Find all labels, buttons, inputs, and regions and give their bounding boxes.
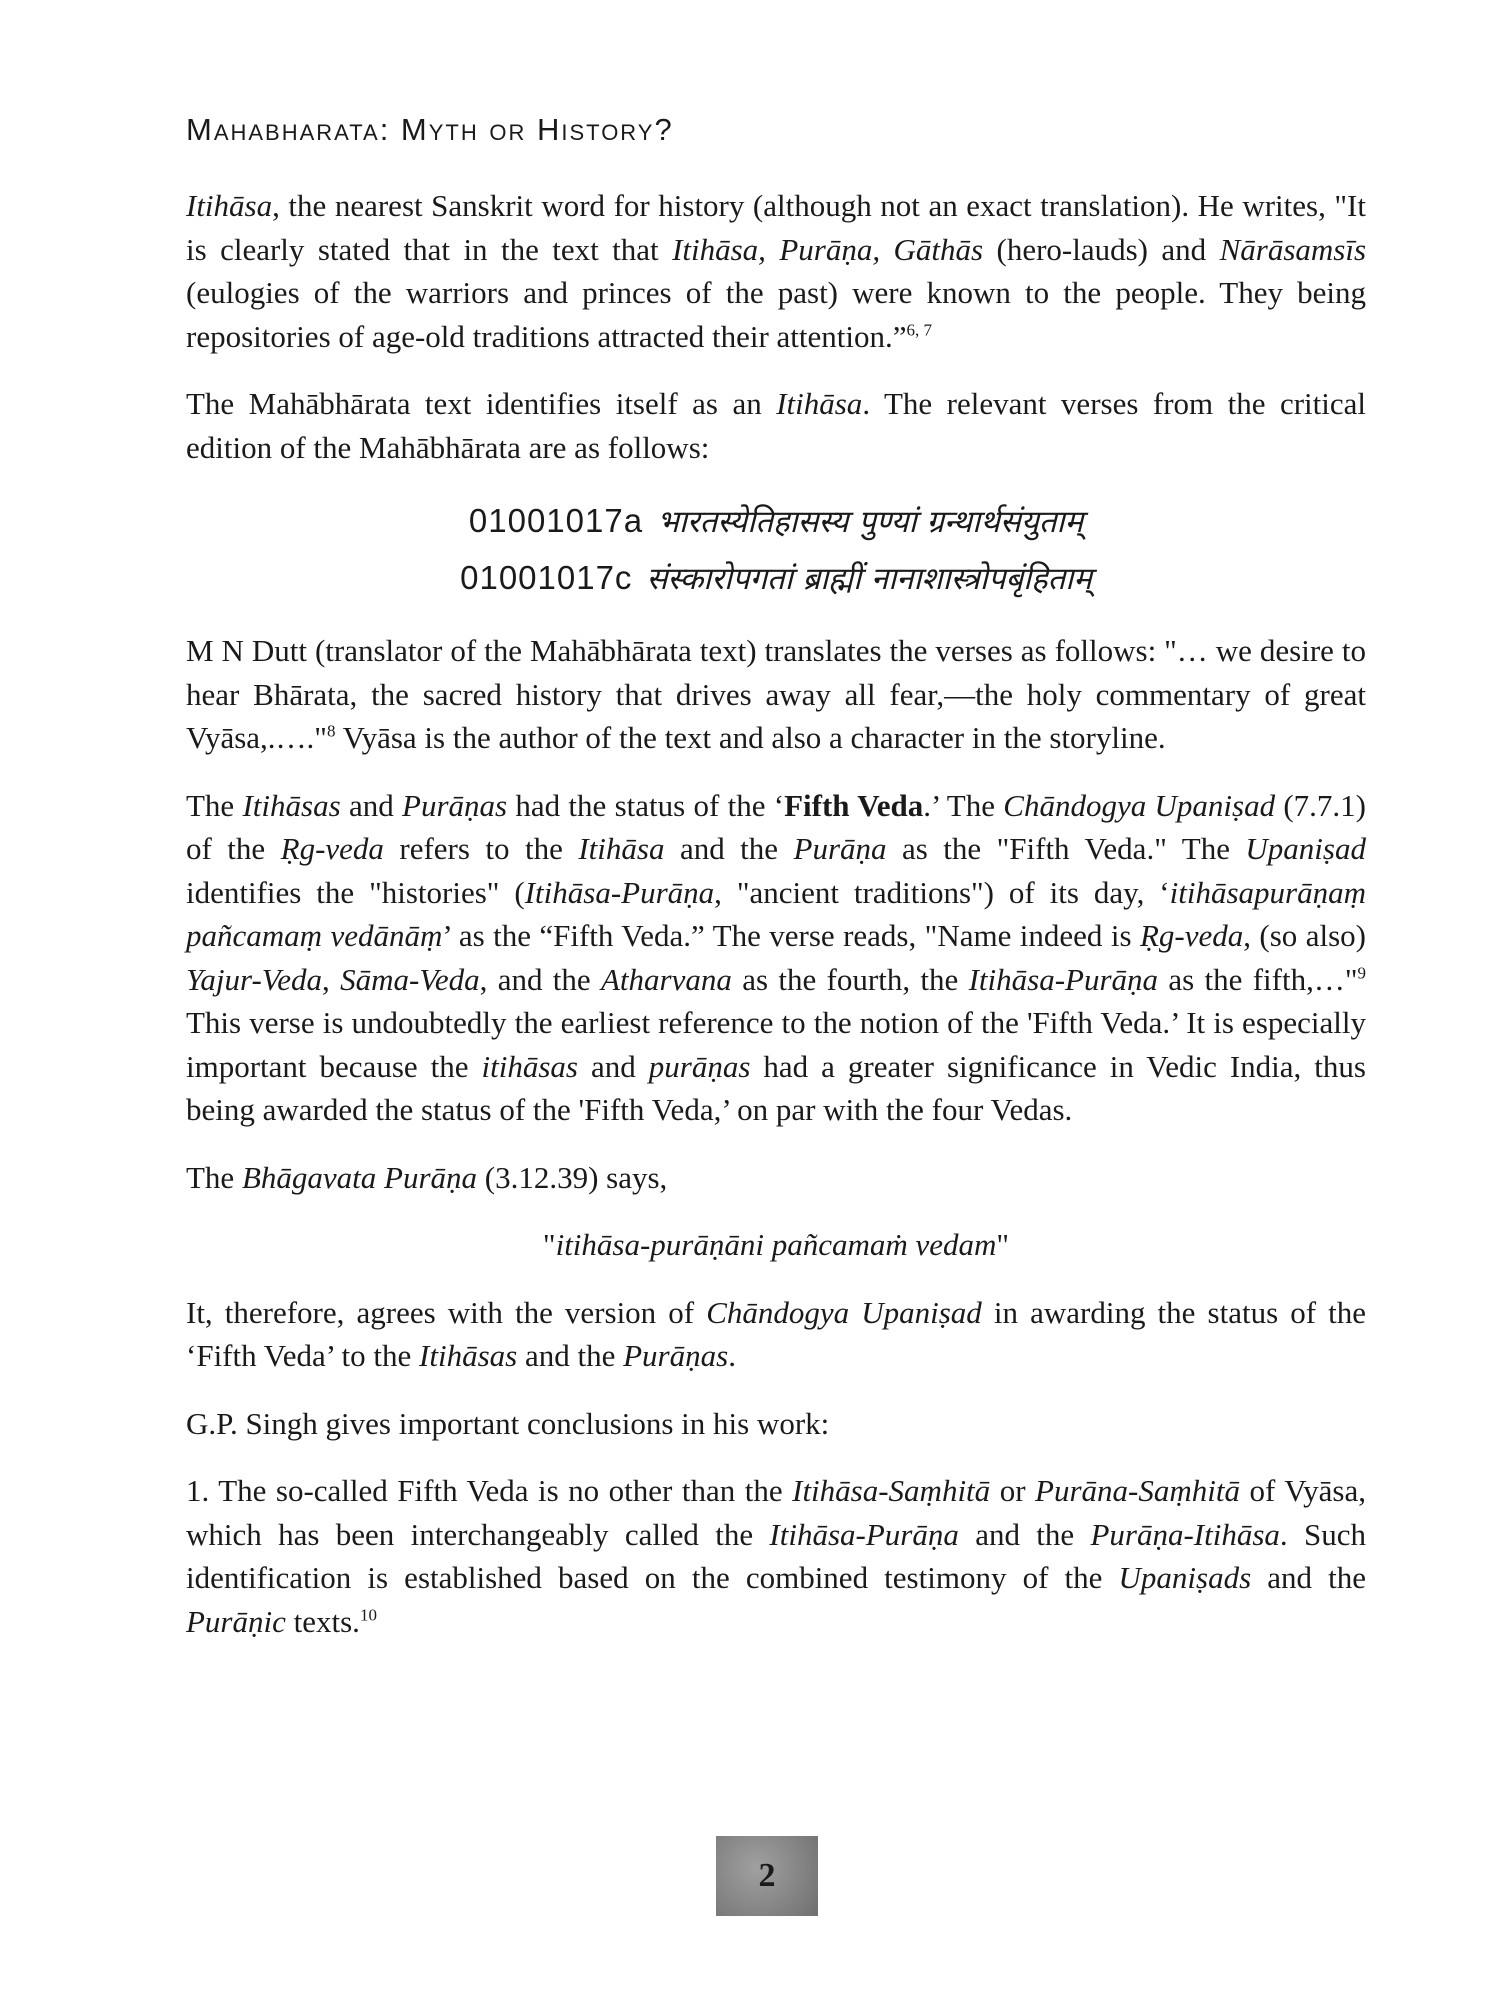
text-run: 1. The so-called Fifth Veda is no other than the xyxy=(186,1473,793,1508)
italic-term: Itihāsa xyxy=(776,386,863,421)
italic-term: Sāma-Veda xyxy=(340,961,480,997)
paragraph-dutt-translation xyxy=(186,629,1366,760)
body-text xyxy=(186,184,1366,1667)
page-number: 2 xyxy=(716,1836,818,1916)
text-run: .’ The xyxy=(923,787,1004,823)
italic-term: Itihāsa xyxy=(186,188,273,223)
italic-term: itihāsas xyxy=(481,1048,578,1084)
text-run: , (so also) xyxy=(1243,918,1366,953)
footnote-ref: 10 xyxy=(359,1605,377,1625)
text-run: , the nearest Sanskrit word for history (although not an exact translation). He writes, "It is clearly stated that in the text that xyxy=(186,188,1366,267)
text-run: and the xyxy=(517,1338,624,1373)
text-run: and the xyxy=(1251,1560,1366,1595)
text-run: M N Dutt (translator of the Mahābhārata text) translates the verses as follows: "… we desire to hear Bhārata, the sacred history that drives away all fear,—the holy commentary of great Vyāsa,.…." xyxy=(186,633,1366,755)
italic-term: Yajur-Veda xyxy=(186,961,323,997)
text-run: of Vyāsa, which has been interchangeably called the xyxy=(186,1473,1367,1552)
verse-devanagari: भारतस्येतिहासस्य पुण्यां ग्रन्थार्थसंयुताम् xyxy=(657,504,1084,540)
text-run: , "ancient traditions") of its day, ‘ xyxy=(714,874,1170,910)
paragraph-fifth-veda xyxy=(186,784,1366,1132)
italic-term: Upaniṣads xyxy=(1118,1560,1252,1595)
italic-term: Atharvana xyxy=(601,961,732,997)
italic-term: Bhāgavata Purāṇa xyxy=(241,1159,478,1195)
italic-term: purāṇas xyxy=(648,1048,751,1084)
verse-number: 01001017a xyxy=(468,502,644,539)
text-run: or xyxy=(990,1473,1036,1508)
text-run: Vyāsa is the author of the text and also a character in the storyline. xyxy=(335,720,1166,755)
italic-term: Ṛg-veda xyxy=(1139,918,1244,953)
text-run: ’ as the “Fifth Veda.” The verse reads, "Name indeed is xyxy=(442,918,1140,953)
text-run: as the "Fifth Veda." The xyxy=(886,831,1246,866)
paragraph-itihasa-intro xyxy=(186,184,1366,358)
paragraph-singh-intro: G.P. Singh gives important conclusions in his work: xyxy=(186,1405,830,1441)
italic-term: Itihāsas xyxy=(242,787,341,823)
italic-term: Ṛg-veda xyxy=(280,831,384,866)
footnote-ref: 8 xyxy=(326,721,336,741)
paragraph-bhagavata xyxy=(186,1156,1366,1200)
italic-term: Purāṇa xyxy=(793,831,887,866)
text-run: and the xyxy=(664,831,794,866)
italic-term: Itihāsas xyxy=(419,1338,518,1373)
text-run: . Such identification is established based on the combined testimony of the xyxy=(186,1516,1367,1595)
paragraph-mahabharata-itihasa xyxy=(186,382,1366,469)
text-run: identifies the "histories" ( xyxy=(186,874,525,910)
italic-term: Purāṇic xyxy=(186,1603,286,1639)
italic-term: Itihāsa-Purāṇa xyxy=(769,1516,959,1552)
text-run: and xyxy=(340,787,403,823)
paragraph-conclusion-1 xyxy=(186,1469,1366,1643)
verse-line xyxy=(186,550,1366,607)
sanskrit-verses xyxy=(186,493,1366,607)
quote-line xyxy=(186,1223,1366,1267)
text-run: in awarding the status of the ‘Fifth Veda’ to the xyxy=(186,1294,1367,1373)
text-run: , xyxy=(322,961,341,997)
italic-term: Itihāsa xyxy=(578,831,665,866)
italic-term: Purāṇa-Itihāsa xyxy=(1090,1516,1280,1552)
paragraph-agreement xyxy=(186,1291,1366,1378)
text-run: (hero-lauds) and xyxy=(983,231,1220,267)
verse-line xyxy=(186,493,1366,550)
italic-term: Itihāsa-Saṃhitā xyxy=(792,1473,991,1508)
italic-term: Upaniṣad xyxy=(1245,831,1366,866)
text-run: This verse is undoubtedly the earliest reference to the notion of the 'Fifth Veda.’ It is especially important because the xyxy=(186,1005,1366,1084)
quote-text: itihāsa-purāṇāni pañcamaṁ vedam xyxy=(555,1227,997,1262)
text-run: and xyxy=(577,1048,649,1084)
text-run: The xyxy=(186,1159,242,1195)
quote-mark: " xyxy=(542,1227,556,1262)
text-run: The xyxy=(186,787,243,823)
verse-devanagari: संस्कारोपगतां ब्राह्मीं नानाशास्त्रोपबृंहिताम् xyxy=(646,561,1092,597)
italic-term: itihāsapurāṇaṃ pañcamaṃ vedānāṃ xyxy=(186,874,1366,953)
italic-term: Itihāsa, Purāṇa, Gāthās xyxy=(672,231,984,267)
text-run: and the xyxy=(958,1516,1091,1552)
text-run: It, therefore, agrees with the version of xyxy=(186,1294,707,1330)
text-run: The Mahābhārata text identifies itself as an xyxy=(186,386,777,421)
italic-term: Itihāsa-Purāṇa xyxy=(968,961,1159,997)
text-run: . xyxy=(728,1338,736,1373)
italic-term: Chāndogya Upaniṣad xyxy=(1003,787,1276,823)
text-run: as the fifth,…" xyxy=(1158,961,1358,997)
running-head: Mahabharata: Myth or History? xyxy=(186,112,674,147)
text-run: had the status of the ‘ xyxy=(507,787,785,823)
italic-term: Purāṇas xyxy=(623,1338,729,1373)
italic-term: Nārāsamsīs xyxy=(1219,231,1367,267)
text-run: . The relevant verses from the critical edition of the Mahābhārata are as follows: xyxy=(186,386,1366,465)
text-run: had a greater significance in Vedic India, thus being awarded the status of the 'Fifth Veda,’ on par with the four Vedas. xyxy=(186,1048,1366,1127)
quote-mark: " xyxy=(996,1227,1010,1262)
text-run: as the fourth, the xyxy=(731,961,969,997)
italic-term: Purāṇas xyxy=(402,787,508,823)
bold-term: Fifth Veda xyxy=(784,787,924,823)
text-run: , and the xyxy=(479,961,601,997)
text-run: refers to the xyxy=(383,831,579,866)
italic-term: Itihāsa-Purāṇa xyxy=(524,874,715,910)
verse-number: 01001017c xyxy=(460,559,633,596)
footnote-ref: 9 xyxy=(1357,963,1367,983)
text-run: (eulogies of the warriors and princes of the past) were known to the people. They being repositories of age-old traditions attracted their attention.” xyxy=(186,275,1366,354)
footnote-ref: 6, 7 xyxy=(906,320,932,340)
italic-term: Purāna-Saṃhitā xyxy=(1035,1473,1240,1508)
text-run: (3.12.39) says, xyxy=(477,1159,668,1195)
text-run: texts. xyxy=(285,1603,360,1639)
text-run: (7.7.1) of the xyxy=(186,787,1367,866)
italic-term: Chāndogya Upaniṣad xyxy=(706,1294,982,1330)
